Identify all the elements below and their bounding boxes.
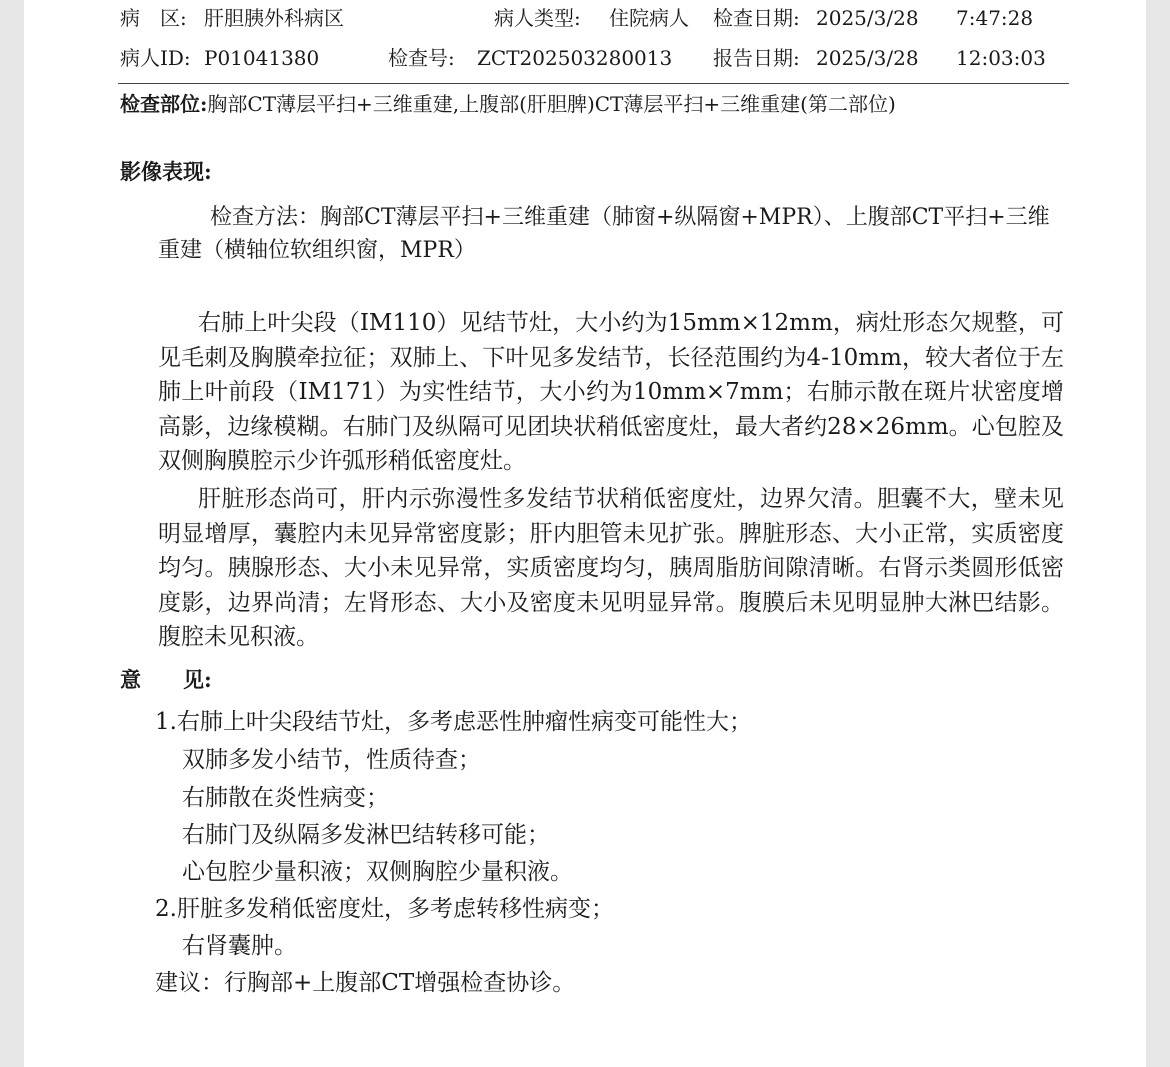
report-time-value: 12:03:03 [956, 46, 1046, 70]
opinion-line: 右肺门及纵隔多发淋巴结转移可能； [182, 822, 550, 848]
findings-abdomen: 肝脏形态尚可，肝内示弥漫性多发结节状稍低密度灶，边界欠清。胆囊不大，壁未见明显增厚，囊腔内未见异常密度影；肝内胆管未见扩张。脾脏形态、大小正常，实质密度均匀。胰腺形态、大小未见异常，实质密度均匀，胰周脂肪间隙清晰。右肾示类圆形低密度影，边界尚清；左肾形态、大小及密度未见明显异常。腹膜后未见明显肿大淋巴结影。腹腔未见积液。 [158, 486, 1064, 651]
exam-method: 检查方法：胸部CT薄层平扫+三维重建（肺窗+纵隔窗+MPR）、上腹部CT平扫+三维重建（横轴位软组织窗，MPR） [158, 205, 1050, 263]
exam-part [120, 91, 896, 117]
exam-time-value: 7:47:28 [956, 6, 1034, 30]
exam-date-value: 2025/3/28 [816, 6, 919, 30]
opinion-line: 心包腔少量积液；双侧胸腔少量积液。 [182, 859, 573, 885]
opinion-line: 右肺散在炎性病变； [182, 785, 389, 811]
opinion-title: 意 见: [120, 667, 212, 692]
report-date-value: 2025/3/28 [816, 46, 919, 70]
patient-id-value: P01041380 [204, 46, 320, 70]
opinion-line: 2.肝脏多发稍低密度灶，多考虑转移性病变； [155, 896, 614, 922]
exam-no-value: ZCT202503280013 [477, 46, 673, 70]
exam-part-value: 胸部CT薄层平扫+三维重建,上腹部(肝胆脾)CT薄层平扫+三维重建(第二部位) [207, 92, 896, 116]
patient-type-value: 住院病人 [609, 6, 689, 30]
ward-value: 肝胆胰外科病区 [204, 6, 344, 30]
opinion-line: 双肺多发小结节，性质待查； [182, 747, 481, 773]
findings-title: 影像表现: [120, 159, 212, 184]
patient-id-label: 病人ID: [120, 46, 191, 70]
header-divider [118, 83, 1069, 84]
patient-type-label: 病人类型: [494, 6, 581, 30]
opinion-line: 1.右肺上叶尖段结节灶，多考虑恶性肿瘤性病变可能性大； [155, 709, 752, 735]
ward-label: 病 区: [120, 6, 187, 30]
exam-part-label: 检查部位: [120, 92, 208, 116]
findings-chest: 右肺上叶尖段（IM110）见结节灶，大小约为15mm×12mm，病灶形态欠规整，可见毛刺及胸膜牵拉征；双肺上、下叶见多发结节，长径范围约为4-10mm，较大者位于左肺上叶前段（IM171）为实性结节，大小约为10mm×7mm；右肺示散在斑片状密度增高影，边缘模糊。右肺门及纵隔可见团块状稍低密度灶，最大者约28×26mm。心包腔及双侧胸膜腔示少许弧形稍低密度灶。 [158, 310, 1064, 475]
exam-no-label: 检查号: [388, 46, 455, 70]
exam-date-label: 检查日期: [713, 6, 800, 30]
recommendation: 建议：行胸部+上腹部CT增强检查协诊。 [155, 970, 576, 996]
opinion-line: 右肾囊肿。 [182, 933, 297, 959]
report-date-label: 报告日期: [713, 46, 800, 70]
report-page [24, 0, 1146, 1067]
